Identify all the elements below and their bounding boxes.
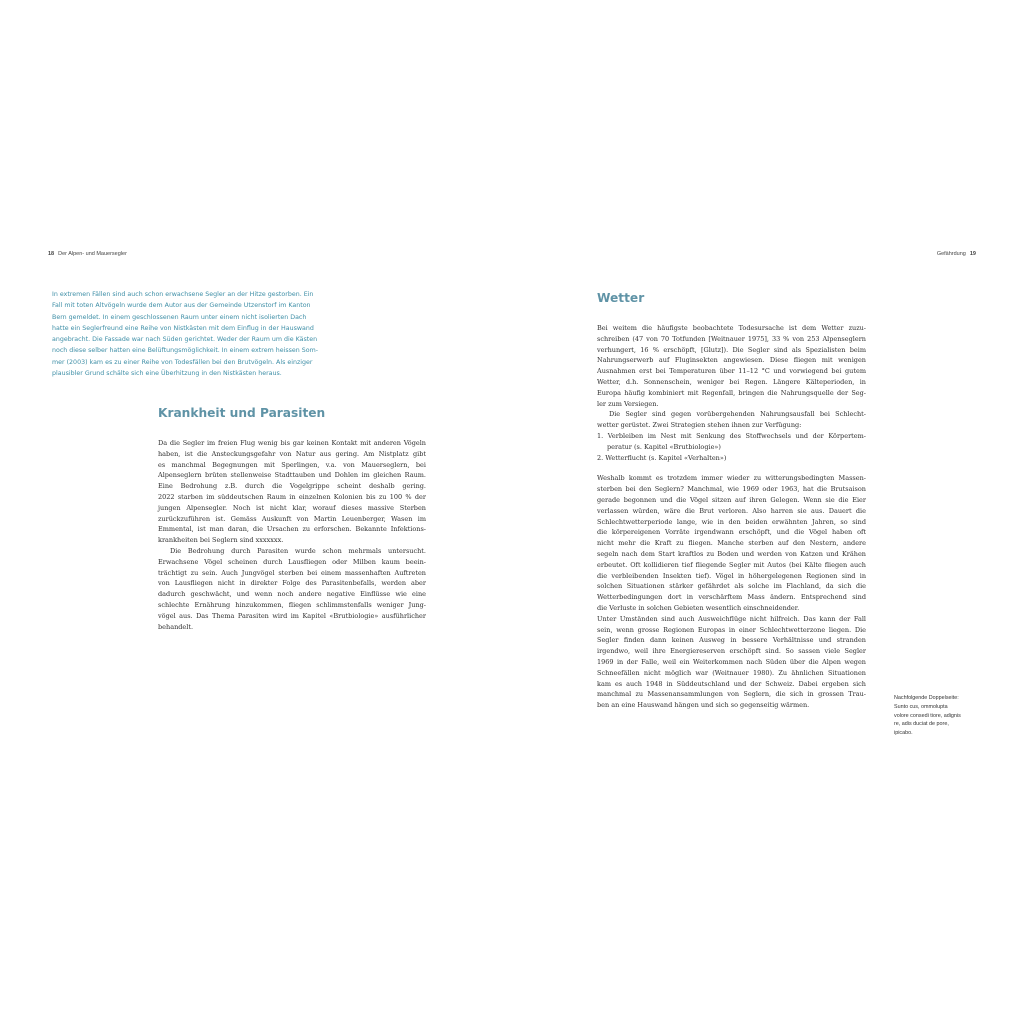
right-body-text (597, 323, 866, 711)
text-line: es manchmal Begegnungen mit Sperlingen, v.a. von Mauerseglern, bei (158, 460, 426, 469)
text-line: haben, ist die Ansteckungsgefahr von Natur aus gering. Am Nistplatz gibt (158, 449, 426, 458)
text-line: von Lausfliegen nicht in direkter Folge des Parasitenbefalls, werden aber (158, 579, 426, 588)
text-line: kam es auch 1948 in Süddeutschland und der Schweiz. Dabei ergeben sich (597, 679, 866, 688)
text-line: dadurch geschwächt, und wenn noch andere negative Einflüsse wie eine (158, 590, 426, 599)
page-number-left: 18 (48, 251, 55, 257)
text-line: manchmal zu Massenansammlungen von Seglern, die sich in grossen Trau- (597, 690, 866, 699)
text-line: 2022 starben im süddeutschen Raum in einzelnen Kolonien bis zu 100 % der (158, 492, 426, 501)
intro-line: Bern gemeldet. In einem geschlossenen Raum unter einem nicht isolierten Dach (52, 313, 307, 321)
page-number-right: 19 (969, 251, 976, 257)
text-line: zurückzuführen ist. Gemäss Auskunft von Martin Leuenberger, Wasen im (158, 514, 426, 523)
running-header-left (44, 251, 127, 257)
text-line: Die Segler sind gegen vorübergehenden Nahrungsausfall bei Schlecht- (609, 410, 866, 419)
text-line: trächtigt zu sein. Auch Jungvögel sterben bei einem massenhaften Auftreten (158, 568, 426, 577)
text-line: vögel aus. Das Thema Parasiten wird im Kapitel «Brutbiologie» ausführlicher (158, 611, 426, 620)
text-line: Europa häufig kombiniert mit Regenfall, bringen die Nahrungsquelle der Seg- (597, 388, 866, 397)
text-line: die körpereigenen Vorräte irgendwann erschöpft, und die Vögel haben oft (597, 528, 866, 537)
intro-line: angebracht. Die Fassade war nach Süden gerichtet. Weder der Raum um die Kästen (52, 336, 318, 344)
text-line: Wetterbedingungen dort in verschärftem Mass ändern. Entsprechend sind (597, 593, 866, 602)
list-item: 1. Verbleiben im Nest mit Senkung des Stoffwechsels und der Körpertem- (597, 431, 866, 440)
text-line: Segler finden dann keinen Ausweg in bessere Verhältnisse und stranden (597, 636, 866, 645)
left-body-text (158, 438, 426, 632)
text-line: die verbleibenden Insekten tief). Vögel in höhergelegenen Regionen sind in (597, 571, 866, 580)
text-line: Ausnahmen erst bei Temperaturen über 11–12 °C und vorwiegend bei gutem (597, 367, 866, 376)
text-line: behandelt. (158, 622, 194, 631)
intro-line: Fall mit toten Altvögeln wurde dem Autor aus der Gemeinde Utzenstorf im Kanton (52, 302, 311, 310)
section-heading-wetter: Wetter (597, 291, 645, 305)
text-line: wetter gerüstet. Zwei Strategien stehen ihnen zur Verfügung: (597, 421, 802, 430)
text-line: sein, wenn grosse Regionen Europas in einer Schlechtwetterzone liegen. Die (597, 625, 866, 634)
text-line: die Verluste in solchen Gebieten wesentlich einschneidender. (597, 603, 800, 612)
text-line: Schneefällen nicht möglich war (Weitnauer 1980). Zu ähnlichen Situationen (597, 668, 866, 677)
text-line: sterben bei den Seglern? Manchmal, wie 1969 oder 1963, hat die Brutsaison (597, 485, 866, 494)
intro-line: mer (2003) kam es zu einer Reihe von Todesfällen bei den Brutvögeln. Als einziger (52, 358, 313, 366)
text-line: schlechte Ernährung hinzukommen, fliegen schlimmstenfalls weniger Jung- (158, 600, 426, 609)
text-line: 1969 in der Falle, weil ein Weiterkommen nach Süden über die Alpen wegen (597, 657, 866, 666)
list-item: 2. Wetterflucht (s. Kapitel «Verhalten») (597, 453, 727, 462)
text-line: Wetter, d.h. Sonnenschein, weniger bei Regen. Längere Kälteperioden, in (597, 377, 866, 386)
text-line: solchen Situationen stärker gefährdet als solche im Flachland, da sich die (597, 582, 866, 591)
text-line: gerade begonnen und die Vögel sitzen auf ihren Gelegen. Wenn sie die Eier (597, 495, 866, 504)
intro-line: noch diese selber hatten eine Belüftungsmöglichkeit. In einem extrem heissen Som- (52, 347, 318, 355)
text-line: jungen Alpensegler. Noch ist nicht klar, worauf dieses massive Sterben (158, 503, 426, 512)
running-header-right (937, 251, 980, 257)
text-line: Schlechtwetterperiode lange, wie in den beiden erwähnten Jahren, so sind (597, 517, 866, 526)
chapter-title-left: Der Alpen- und Mauersegler (58, 251, 127, 257)
margin-note-line: Nachfolgende Doppelseite: (894, 695, 959, 701)
text-line: erbeutet. Oft kollidieren tief fliegende Segler mit Autos (bei Kälte fliegen auch (597, 560, 866, 569)
text-line: Die Bedrohung durch Parasiten wurde schon mehrmals untersucht. (170, 546, 426, 555)
margin-note (894, 694, 974, 738)
list-item-continuation: peratur (s. Kapitel «Brutbiologie») (607, 442, 721, 451)
chapter-title-right: Gefährdung (936, 251, 966, 257)
section-heading-krankheit: Krankheit und Parasiten (158, 406, 326, 420)
intro-line: In extremen Fällen sind auch schon erwachsene Segler an der Hitze gestorben. Ein (52, 291, 314, 298)
intro-line: plausibler Grund schälte sich eine Überhitzung in den Nistkästen heraus. (52, 370, 282, 378)
margin-note-line: volore consedi tiore, adignis (894, 712, 961, 719)
text-line: verlassen würden, wäre die Brut verloren. Also harren sie aus. Dauert die (597, 506, 866, 515)
text-line: irgendwo, weil ihre Energiereserven erschöpft sind. So sassen viele Segler (597, 647, 866, 656)
text-line: verhungert, 16 % erschöpft, [Glutz]). Die Segler sind als Spezialisten beim (597, 345, 866, 354)
intro-line: hatte ein Seglerfreund eine Reihe von Nistkästen mit dem Einflug in der Hauswand (52, 324, 314, 332)
text-line: Eine Bedrohung z.B. durch die Vogelgrippe scheint deshalb gering. (158, 482, 426, 491)
text-line: Alpenseglern brüten stellenweise Stadttauben und Dohlen im gleichen Raum. (158, 471, 426, 480)
text-line: ben an eine Hauswand hängen und sich so gegenseitig wärmen. (597, 701, 810, 710)
margin-note-line: ipicabo. (894, 730, 913, 737)
margin-note-line: re, adis duciat de pore, (894, 721, 949, 728)
text-line: Erwachsene Vögel scheinen durch Lausfliegen oder Milben kaum beein- (158, 557, 426, 566)
text-line: Bei weitem die häufigste beobachtete Todesursache ist dem Wetter zuzu- (597, 324, 866, 332)
text-line: krankheiten bei Seglern sind xxxxxxx. (158, 536, 284, 545)
text-line: ler zum Versiegen. (597, 399, 659, 408)
text-line: schreiben (47 von 70 Totfunden [Weitnauer 1975], 33 % von 253 Alpenseglern (597, 334, 866, 343)
text-line: Weshalb kommt es trotzdem immer wieder zu witterungsbedingten Massen- (597, 474, 866, 483)
text-line: Emmental, ist man daran, die Ursachen zu erforschen. Bekannte Infektions- (158, 525, 426, 534)
intro-callout (52, 289, 324, 379)
text-line: Da die Segler im freien Flug wenig bis gar keinen Kontakt mit anderen Vögeln (158, 439, 426, 447)
text-line: segeln nach dem Start kraftlos zu Boden und werden von Katzen und Krähen (597, 549, 866, 558)
text-line: nicht mehr die Kraft zu fliegen. Manche sterben auf den Nestern, andere (597, 539, 866, 548)
text-line: Unter Umständen sind auch Ausweichflüge nicht hilfreich. Das kann der Fall (597, 614, 866, 623)
margin-note-line: Sunto cus, ommolupta (894, 703, 948, 710)
text-line: Nahrungserwerb auf Fluginsekten angewiesen. Diese fliegen mit wenigen (597, 356, 866, 365)
